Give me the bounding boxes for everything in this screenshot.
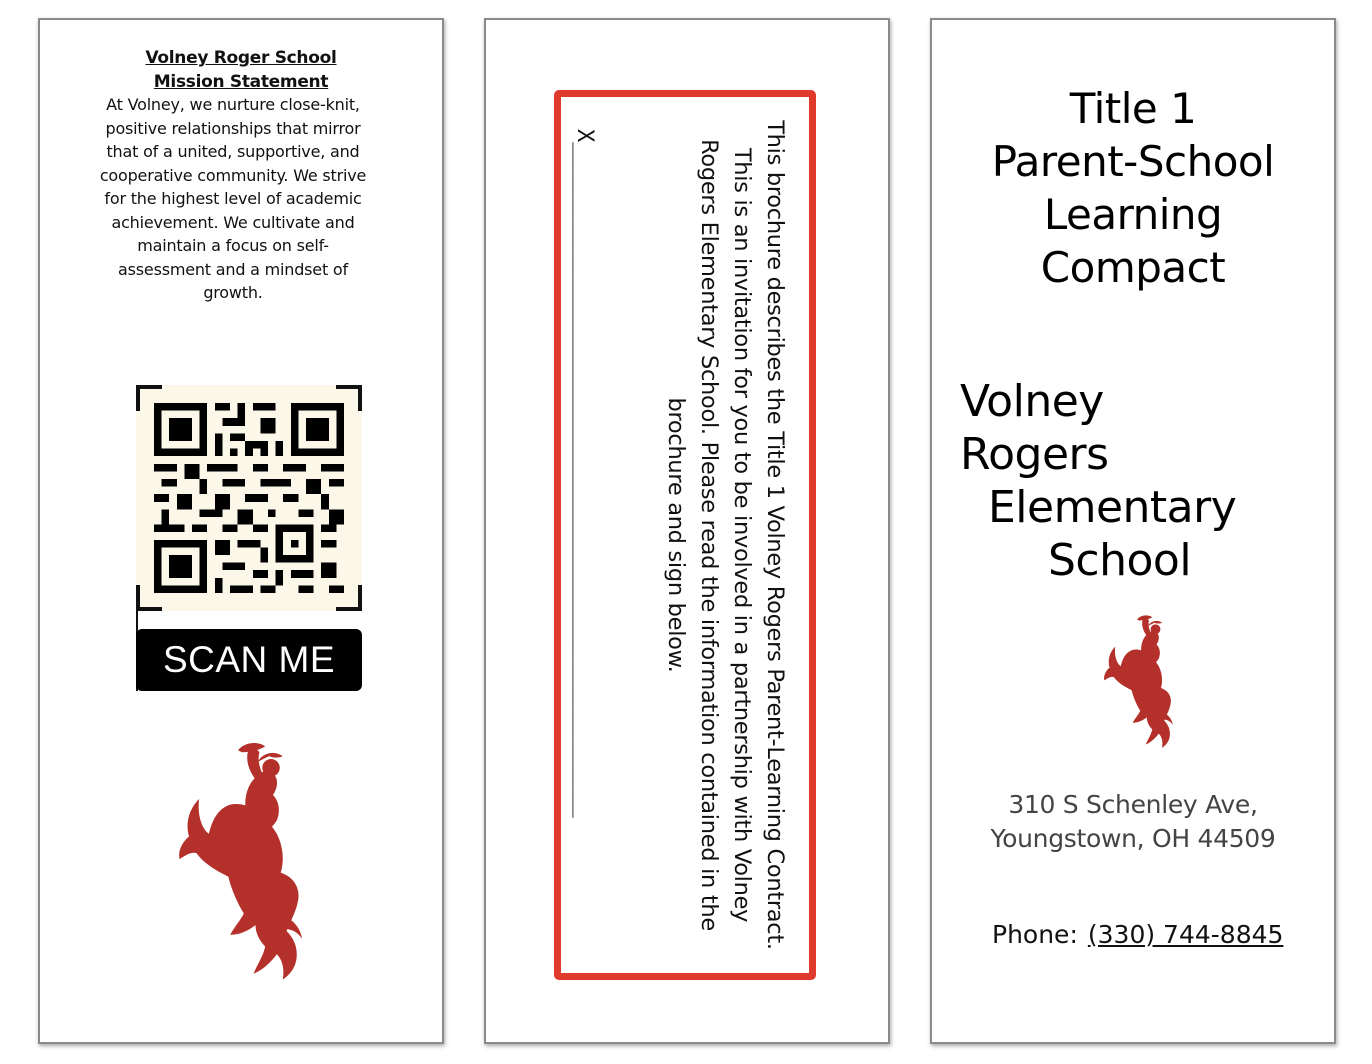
- school-name-line: School: [1048, 535, 1192, 586]
- phone-info: [992, 918, 1283, 952]
- notice-rotated-content: [565, 115, 805, 955]
- notice-text: This brochure describes the Title 1 Volney Rogers Parent-Learning Contract. This is an invitation for you to be involved in a partnership with Volney Rogers Elementary School. Please read the information contained in the brochure and sign below.: [663, 120, 788, 950]
- panel-middle: [484, 18, 890, 1044]
- qr-code-block[interactable]: [136, 385, 362, 691]
- phone-number-link[interactable]: (330) 744-8845: [1087, 920, 1284, 949]
- panel-left: [38, 18, 444, 1044]
- mission-statement-text: At Volney, we nurture close-knit, positive relationships that mirror that of a united, supportive, and cooperative community. We strive for the highest level of academic achievement. We cultivate and maintain a focus on self-assessment and a mindset of growth.: [99, 95, 367, 302]
- scan-me-button[interactable]: SCAN ME: [136, 629, 362, 691]
- title-line: Title 1: [1069, 84, 1197, 133]
- phone-label: Phone:: [992, 920, 1078, 949]
- title-line: Compact: [1040, 243, 1226, 292]
- brochure-title: [932, 82, 1334, 294]
- mission-title-line2: Mission Statement: [153, 72, 329, 92]
- title-line: Learning: [1043, 190, 1223, 239]
- mission-title: [40, 46, 442, 94]
- address-line: Youngstown, OH 44509: [990, 824, 1276, 853]
- school-address: [932, 788, 1334, 856]
- bucking-horse-rider-icon: [1096, 614, 1178, 750]
- school-name-line: Volney: [960, 376, 1104, 427]
- school-name: [960, 375, 1236, 587]
- qr-frame: [136, 385, 362, 611]
- school-name-line: Elementary: [988, 482, 1237, 533]
- qr-code-icon[interactable]: [154, 403, 344, 593]
- address-line: 310 S Schenley Ave,: [1008, 790, 1258, 819]
- notice-box: [554, 90, 816, 980]
- panel-right: [930, 18, 1336, 1044]
- bucking-horse-rider-icon: [170, 736, 306, 988]
- title-line: Parent-School: [991, 137, 1275, 186]
- mission-title-line1: Volney Roger School: [145, 48, 337, 68]
- signature-line[interactable]: X___________________________________________________: [572, 129, 597, 818]
- school-name-line: Rogers: [960, 429, 1109, 480]
